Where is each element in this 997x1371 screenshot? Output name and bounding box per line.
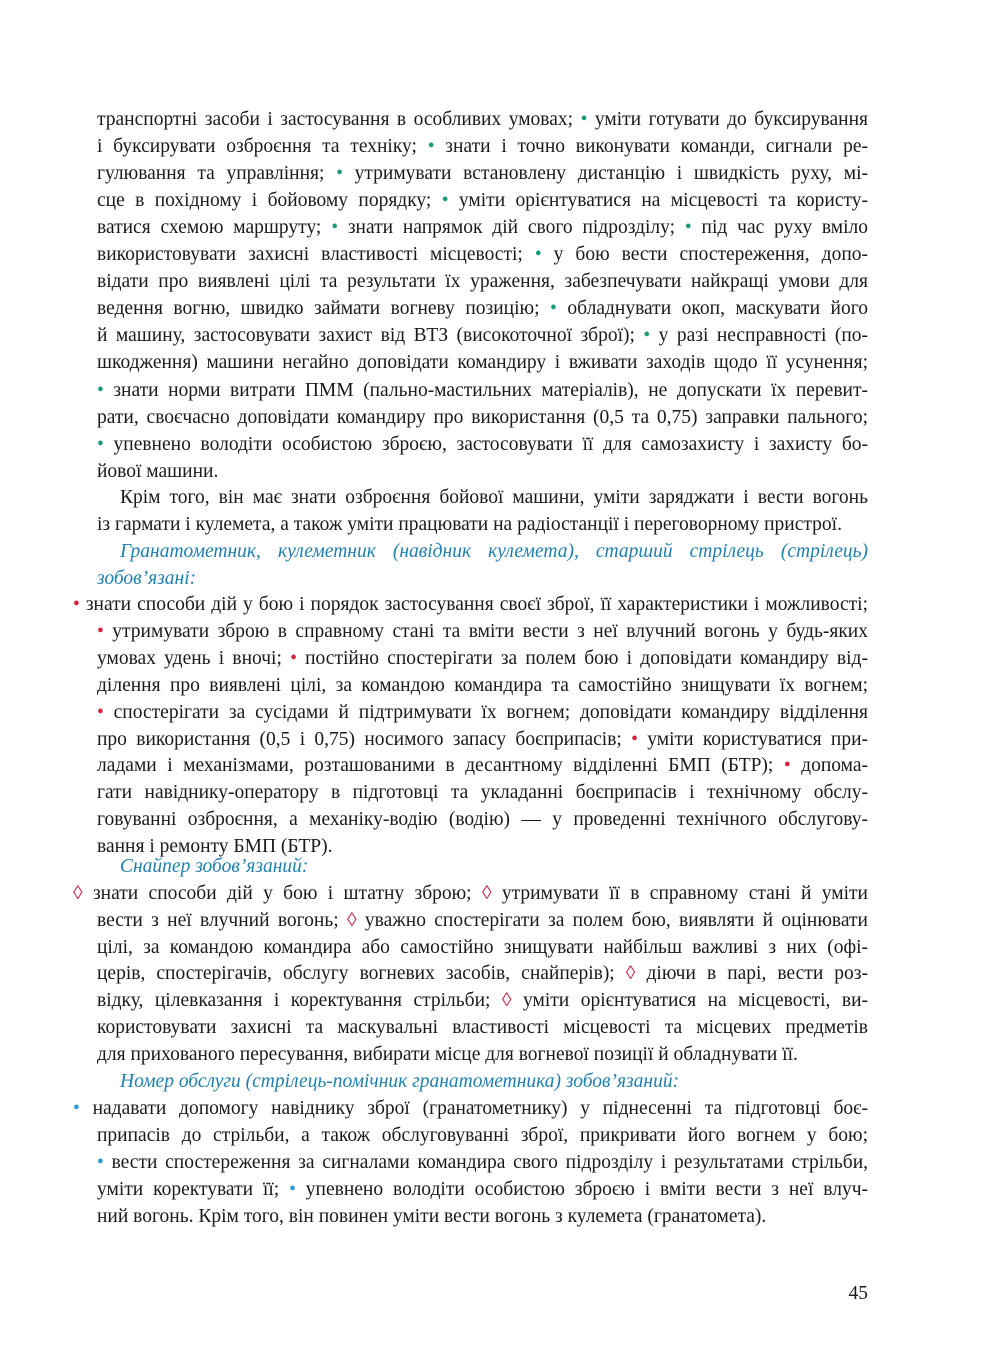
bullet-icon: • (290, 647, 297, 669)
bullet-icon: • (427, 136, 435, 158)
text-run: Гранатометник, кулеметник (навідник кулемета), старший стрілець (стрілець) (120, 541, 868, 562)
text-run: йової машини. (97, 460, 219, 482)
section3-line (97, 699, 868, 726)
section3-line (97, 645, 868, 672)
text-run: церів, спостерігачів, обслугу вогневих засобів, снайперів); (97, 963, 626, 985)
text-run: для прихованого пересування, вибирати місце для вогневої позиції й обладнувати її. (97, 1043, 798, 1065)
section4-line (97, 1014, 868, 1041)
text-run: гати навіднику-оператору в підготовці та укладанні боєприпасів і технічному обслу- (97, 782, 868, 804)
section1-line (97, 187, 868, 214)
section1-line (97, 295, 868, 322)
bullet-icon: • (534, 244, 542, 266)
text-run: у бою вести спостереження, допо- (541, 244, 868, 266)
text-run: постійно спостерігати за полем бою і доповідати командиру від- (296, 647, 868, 669)
heading1-line (97, 565, 868, 592)
text-run: допома- (790, 755, 869, 777)
bullet-icon: • (97, 433, 104, 455)
bullet-icon: • (97, 1152, 104, 1173)
section3-line (97, 806, 868, 833)
diamond-bullet-icon: ◊ (346, 909, 357, 931)
text-run: Крім того, він має знати озброєння бойової машини, уміти заряджати і вести вогонь (120, 487, 868, 508)
bullet-icon: • (331, 217, 339, 239)
bullet-icon: • (580, 109, 588, 130)
bullet-icon: • (73, 594, 80, 615)
section5-line (97, 1176, 868, 1203)
text-run: транспортні засоби і застосування в особливих умовах; (97, 109, 581, 130)
bullet-icon: • (97, 379, 104, 401)
text-run: діючи в парі, вести роз- (635, 963, 869, 985)
text-run: уміти орієнтуватися на місцевості та користу- (448, 190, 868, 212)
bullet-icon: • (631, 728, 638, 750)
text-run: із гармати і кулемета, а також уміти працювати на радіостанції і переговорному пристрої. (97, 514, 842, 535)
text-run: відати про виявлені цілі та результати їх ураження, забезпечувати найкращі умови для (97, 271, 868, 293)
text-run: відку, цілевказання і коректування стрільби; (97, 990, 502, 1012)
section3-line (97, 726, 868, 753)
section1-line (97, 133, 868, 160)
section3-line (97, 672, 868, 699)
text-run: знати норми витрати ПММ (пально-мастильних матеріалів), не допускати їх перевит- (103, 379, 868, 401)
bullet-icon: • (783, 755, 791, 777)
section1-line (97, 241, 868, 268)
section1-line (97, 404, 868, 431)
section3-line (73, 591, 868, 618)
section1-line (97, 160, 868, 187)
section5-line (73, 1095, 868, 1122)
bullet-icon: • (97, 701, 104, 723)
section2-line (120, 484, 868, 511)
text-run: уміти готувати до буксирування (587, 109, 868, 130)
section4-line (97, 1041, 868, 1068)
text-run: припасів до стрільби, а також обслуговуванні зброї, прикривати його вогнем у бою; (97, 1125, 868, 1146)
heading2-line (120, 853, 868, 880)
bullet-icon: • (73, 1098, 80, 1119)
bullet-icon: • (643, 325, 651, 347)
bullet-icon: • (441, 190, 449, 212)
text-run: у разі несправності (по- (650, 325, 868, 347)
text-run: вести спостереження за сигналами командира свого підрозділу і результатами стрільби, (103, 1152, 868, 1173)
text-run: ний вогонь. Крім того, він повинен уміти вести вогонь з кулемета (гранатомета). (97, 1206, 767, 1227)
section1-line (97, 106, 868, 133)
bullet-icon: • (97, 620, 104, 642)
text-run: знати способи дій у бою і штатну зброю; (82, 883, 482, 904)
text-run: уважно спостерігати за полем бою, виявляти й оцінювати (356, 909, 868, 931)
section1-line (97, 268, 868, 295)
text-run: й машину, застосовувати захист від ВТЗ (високоточної зброї); (97, 325, 644, 347)
section1-line (97, 431, 868, 458)
heading1-line (120, 538, 868, 565)
text-run: упевнено володіти особистою зброєю і вміти вести з неї влуч- (295, 1179, 868, 1200)
section4-line (97, 934, 868, 961)
text-run: ладами і механізмами, розташованими в десантному відділенні БМП (БТР); (97, 755, 784, 777)
text-run: знати способи дій у бою і порядок застосування своєї зброї, її характеристики і можливості; (79, 594, 868, 615)
text-run: знати напрямок дій свого підрозділу; (338, 217, 685, 239)
section4-line (73, 880, 868, 907)
text-run: утримувати її в справному стані й уміти (491, 883, 868, 904)
diamond-bullet-icon: ◊ (73, 883, 83, 904)
text-run: зобов’язані: (97, 568, 197, 589)
text-run: під час руху вміло (691, 217, 869, 239)
section4-line (97, 907, 868, 934)
section5-line (97, 1122, 868, 1149)
bullet-icon: • (684, 217, 692, 239)
text-run: користовувати захисні та маскувальні властивості місцевості та місцевих предметів (97, 1017, 868, 1038)
diamond-bullet-icon: ◊ (481, 883, 492, 904)
text-run: утримувати зброю в справному стані та вміти вести з неї влучний вогонь у будь-яких (103, 620, 868, 642)
text-run: шкодження) машини негайно доповідати командиру і вживати заходів щодо її усунення; (97, 352, 868, 374)
text-run: уміти орієнтуватися на місцевості, ви- (511, 990, 868, 1012)
section3-line (97, 752, 868, 779)
heading3-line (120, 1068, 868, 1095)
text-run: про використання (0,5 і 0,75) носимого запасу боєприпасів; (97, 728, 632, 750)
text-run: Номер обслуги (стрілець-помічник гранатометника) зобов’язаний: (120, 1071, 680, 1092)
section1-line (97, 377, 868, 404)
text-run: ватися схемою маршруту; (97, 217, 332, 239)
text-run: використовувати захисні властивості місцевості; (97, 244, 535, 266)
text-run: вання і ремонту БМП (БТР). (97, 836, 333, 858)
section5-line (97, 1203, 868, 1230)
text-run: Снайпер зобов’язаний: (120, 856, 309, 877)
text-run: обладнувати окоп, маскувати його (556, 298, 868, 320)
section4-line (97, 987, 868, 1014)
section3-line (97, 618, 868, 645)
page-number: 45 (848, 1283, 868, 1304)
section3-line (97, 779, 868, 806)
text-run: цілі, за командою командира або самостійно знищувати найбільш важливі з них (офі- (97, 936, 868, 958)
text-run: і буксирувати озброєння та техніку; (97, 136, 428, 158)
bullet-icon: • (550, 298, 557, 320)
text-run: сце в похідному і бойовому порядку; (97, 190, 442, 212)
bullet-icon: • (289, 1179, 296, 1200)
diamond-bullet-icon: ◊ (625, 963, 636, 985)
section1-line (97, 458, 868, 485)
text-run: рати, своєчасно доповідати командиру про використання (0,5 та 0,75) заправки пального; (97, 406, 868, 428)
text-run: ведення вогню, швидко займати вогневу позицію; (97, 298, 551, 320)
text-run: ділення про виявлені цілі, за командою командира та самостійно знищувати їх вогнем; (97, 674, 868, 696)
diamond-bullet-icon: ◊ (501, 990, 512, 1012)
text-run: спостерігати за сусідами й підтримувати їх вогнем; доповідати командиру відділення (103, 701, 868, 723)
text-run: вести з неї влучний вогонь; (97, 909, 347, 931)
bullet-icon: • (336, 163, 343, 185)
section5-line (97, 1149, 868, 1176)
text-run: утримувати встановлену дистанцію і швидкість руху, мі- (342, 163, 868, 185)
section4-line (97, 960, 868, 987)
text-run: гулювання та управління; (97, 163, 337, 185)
text-run: уміти користуватися при- (638, 728, 869, 750)
text-run: упевнено володіти особистою зброєю, застосовувати її для самозахисту і захисту бо- (103, 433, 868, 455)
section2-line (97, 511, 868, 538)
section1-line (97, 349, 868, 376)
text-run: умовах удень і вночі; (97, 647, 291, 669)
text-run: знати і точно виконувати команди, сигнали ре- (434, 136, 869, 158)
section1-line (97, 214, 868, 241)
text-run: говуванні озброєння, а механіку-водію (водію) — у проведенні технічного обслугову- (97, 809, 868, 831)
text-run: надавати допомогу навіднику зброї (гранатометнику) у піднесенні та підготовці боє- (79, 1098, 868, 1119)
text-run: уміти коректувати її; (97, 1179, 290, 1200)
section1-line (97, 322, 868, 349)
